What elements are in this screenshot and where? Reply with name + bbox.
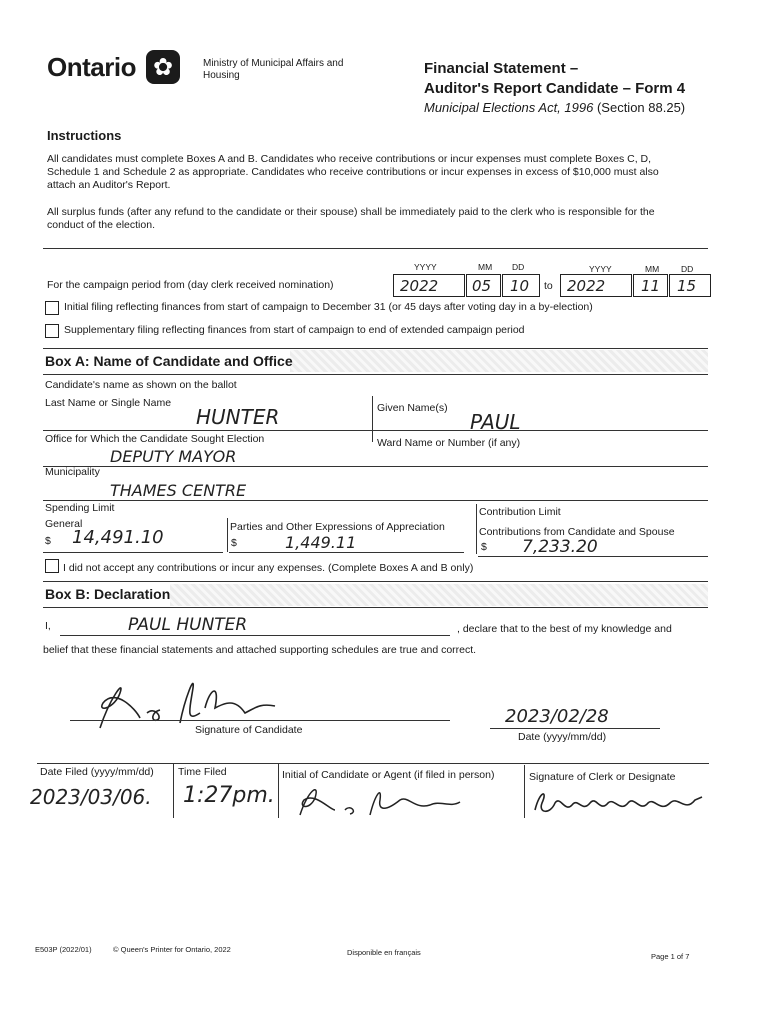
divider	[43, 374, 708, 375]
box-a-shading	[290, 350, 708, 372]
initial-filing-checkbox[interactable]	[45, 301, 59, 315]
act-reference	[424, 100, 685, 115]
to-month-field[interactable]: 11	[633, 274, 668, 297]
municipality-value[interactable]: THAMES CENTRE	[110, 481, 247, 500]
instructions-paragraph-2: All surplus funds (after any refund to the candidate or their spouse) shall be immediately paid to the clerk who is responsible for the conduct of the election.	[47, 206, 655, 231]
parties-label: Parties and Other Expressions of Appreciation	[230, 521, 445, 533]
dd-header: DD	[512, 262, 525, 272]
spending-limit-label: Spending Limit	[45, 502, 115, 514]
divider	[372, 396, 373, 442]
initial-label: Initial of Candidate or Agent (if filed in person)	[282, 769, 495, 781]
divider	[173, 763, 174, 818]
divider	[278, 763, 279, 818]
declaration-date-label: Date (yyyy/mm/dd)	[518, 731, 607, 743]
divider	[43, 607, 708, 608]
contribution-currency: $	[481, 541, 487, 553]
contribution-label: Contributions from Candidate and Spouse	[479, 526, 675, 538]
copyright: © Queen's Printer for Ontario, 2022	[113, 945, 231, 954]
divider	[60, 635, 450, 636]
divider	[43, 581, 708, 582]
campaign-period-label: For the campaign period from (day clerk received nomination)	[47, 279, 334, 291]
initial-filing-label: Initial filing reflecting finances from start of campaign to December 31 (or 45 days after voting day in a by-election)	[64, 301, 593, 313]
page-number: Page 1 of 7	[651, 952, 690, 961]
mm-header-to: MM	[645, 264, 660, 274]
contribution-limit-label: Contribution Limit	[479, 506, 561, 518]
declarant-name-value[interactable]: PAUL HUNTER	[128, 615, 248, 635]
instructions-paragraph-1: All candidates must complete Boxes A and B. Candidates who receive contributions or incur expenses must complete Boxes C, D, Schedule 1 and Schedule 2 as appropriate. Candidates who receive contributions or incur expenses in excess of $10,000 must also attach an Auditor's Report.	[47, 153, 659, 191]
signature-line	[70, 720, 450, 721]
box-b-heading: Box B: Declaration	[45, 586, 171, 602]
to-label: to	[544, 280, 553, 292]
parties-value[interactable]: 1,449.11	[285, 533, 357, 552]
signature-label: Signature of Candidate	[195, 724, 303, 736]
divider	[43, 466, 708, 467]
dd-header-to: DD	[681, 264, 694, 274]
time-filed-value[interactable]: 1:27pm.	[183, 783, 275, 808]
municipality-label: Municipality	[45, 466, 100, 478]
last-name-label: Last Name or Single Name	[45, 397, 172, 409]
agent-initial-signature-image	[290, 780, 470, 820]
divider	[227, 518, 228, 552]
ward-label: Ward Name or Number (if any)	[377, 437, 521, 449]
ministry-name: Ministry of Municipal Affairs and Housing	[203, 58, 344, 81]
given-name-label: Given Name(s)	[377, 402, 448, 414]
to-day-field[interactable]: 15	[669, 274, 711, 297]
office-value[interactable]: DEPUTY MAYOR	[110, 447, 237, 466]
act-section: (Section 88.25)	[596, 100, 686, 115]
divider	[476, 504, 477, 554]
box-b-shading	[170, 584, 708, 606]
date-filed-label: Date Filed (yyyy/mm/dd)	[40, 766, 154, 778]
from-day-field[interactable]: 10	[502, 274, 540, 297]
given-name-value[interactable]: PAUL	[470, 410, 521, 434]
from-year-field[interactable]: 2022	[393, 274, 465, 297]
no-contributions-label: I did not accept any contributions or incur any expenses. (Complete Boxes A and B only)	[63, 562, 474, 574]
ontario-logo-text: Ontario	[47, 52, 136, 82]
yyyy-header: YYYY	[414, 262, 437, 272]
trillium-logo-icon: ✿	[146, 50, 180, 84]
declaration-i-label: I,	[45, 620, 51, 632]
supplementary-filing-checkbox[interactable]	[45, 324, 59, 338]
french-availability: Disponible en français	[347, 948, 421, 957]
no-contributions-checkbox[interactable]	[45, 559, 59, 573]
divider	[524, 765, 525, 818]
act-name: Municipal Elections Act, 1996	[424, 100, 594, 115]
declaration-text: , declare that to the best of my knowledge and	[457, 623, 672, 635]
to-year-field[interactable]: 2022	[560, 274, 632, 297]
general-value[interactable]: 14,491.10	[72, 527, 164, 548]
mm-header: MM	[478, 262, 493, 272]
declaration-belief-text: belief that these financial statements and attached supporting schedules are true and correct.	[43, 644, 477, 656]
declaration-date-value[interactable]: 2023/02/28	[505, 706, 609, 727]
divider	[43, 430, 708, 431]
divider	[229, 552, 464, 553]
parties-currency: $	[231, 537, 237, 549]
divider	[43, 500, 708, 501]
clerk-signature-label: Signature of Clerk or Designate	[529, 771, 676, 783]
yyyy-header-to: YYYY	[589, 264, 612, 274]
supplementary-filing-label: Supplementary filing reflecting finances from start of campaign to end of extended campaign period	[64, 324, 525, 336]
contribution-value[interactable]: 7,233.20	[522, 537, 598, 557]
clerk-signature-image	[530, 785, 710, 820]
form-title-line2: Auditor's Report Candidate – Form 4	[424, 80, 686, 97]
date-line	[490, 728, 660, 729]
divider	[43, 248, 708, 249]
general-label: General	[45, 518, 83, 530]
divider	[43, 552, 223, 553]
name-on-ballot-label: Candidate's name as shown on the ballot	[45, 379, 237, 391]
general-currency: $	[45, 535, 51, 547]
last-name-value[interactable]: HUNTER	[196, 405, 280, 429]
divider	[37, 763, 709, 764]
date-filed-value[interactable]: 2023/03/06.	[30, 785, 152, 809]
divider	[478, 556, 708, 557]
from-month-field[interactable]: 05	[466, 274, 501, 297]
box-a-heading: Box A: Name of Candidate and Office	[45, 353, 293, 369]
divider	[43, 348, 708, 349]
form-title-line1: Financial Statement –	[424, 60, 579, 77]
time-filed-label: Time Filed	[178, 766, 227, 778]
form-code: E503P (2022/01)	[35, 945, 92, 954]
instructions-heading: Instructions	[47, 128, 122, 143]
office-label: Office for Which the Candidate Sought Election	[45, 433, 265, 445]
